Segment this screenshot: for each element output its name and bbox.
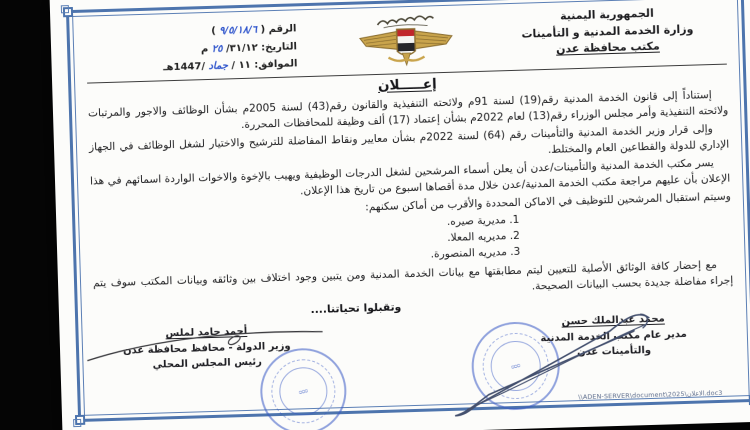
paragraph-locations-intro: وسيتم استقبال المرشحين للتوظيف في الاماكن المحددة والأقرب من أماكن سكنهم: bbox=[365, 190, 731, 214]
paragraph-documents: مع إحضار كافة الوثائق الأصلية للتعيين ليتم مطابقتها مع بيانات الخدمة المدنية ومن يتبين وجود اختلاف بين وثائقه وبيانات المكتب سوف يتم إجراء مفاضلة جديدة بحسب البيانات الصحيحة. bbox=[92, 258, 734, 293]
reference-block bbox=[85, 16, 323, 80]
announcement-title: إعـــــلان bbox=[377, 75, 437, 94]
ref-number-handwritten: ٩/٥/١٨/٦ bbox=[219, 24, 258, 37]
ref-hijri-label: الموافق: bbox=[254, 58, 298, 71]
announcement-body bbox=[88, 86, 731, 224]
signatory-title: وزير الدولة - محافظ محافظة عدن bbox=[122, 340, 291, 357]
list-item: 2. مديريه المعلا. bbox=[447, 229, 521, 245]
paragraph-minister-decision: وإلى قرار وزير الخدمة المدنية والتأمينات رقم (64) لسنة 2022م بشأن معايير ونقاط المفاضلة للترشيح والاختيار لشغل الوظائف في الجهاز الإداري للدولة والقطاعين العام والمختلط. bbox=[88, 122, 730, 156]
ref-number-close: ) bbox=[211, 25, 216, 37]
document-border-frame bbox=[72, 0, 750, 416]
frame-corner-ornament bbox=[63, 7, 73, 17]
ministry-header bbox=[488, 4, 726, 61]
ref-date-label: التاريخ: bbox=[261, 40, 298, 53]
signature-block-director bbox=[540, 311, 688, 362]
signature-block-governor bbox=[122, 323, 291, 374]
document-file-path: \\ADEN-SERVER\document\2025\الاعلان.doc3 bbox=[578, 389, 723, 402]
list-item: 1. مديرية صيره. bbox=[446, 213, 520, 229]
ref-date-value: ٣١/١٢/ bbox=[225, 42, 258, 54]
signatory-title: رئيس المجلس المحلي bbox=[152, 356, 263, 371]
emblem-container bbox=[322, 11, 490, 72]
ref-date-handwritten: ٢٥ bbox=[211, 43, 223, 55]
paragraph-announcement: يسر مكتب الخدمة المدنية والتأمينات/عدن أن يعلن أسماء المرشحين لشغل الدرجات الوظيفية ويهيب بالإخوة والاخوات الواردة اسمائهم في هذا الإعلان بأن عليهم مراجعة مكتب الخدمة المدنية/عدن خلال مدة أقصاها اسبوع من تاريخ هذا الإعلان. bbox=[89, 156, 731, 198]
signatory-name: أحمد حامد لملس bbox=[165, 325, 248, 340]
list-item: 3. مديريه المنصورة. bbox=[430, 245, 521, 261]
yemen-national-emblem-icon bbox=[353, 14, 459, 71]
office-name: مكتب محافظة عدن bbox=[555, 39, 660, 56]
frame-corner-ornament bbox=[75, 415, 85, 425]
signatory-title: مدير عام مكتب الخدمة المدنية bbox=[540, 328, 687, 344]
country-name: الجمهورية اليمنية bbox=[559, 6, 654, 23]
closing-salutation: وتقبلوا تحياتنا.... bbox=[310, 300, 402, 317]
ref-number-label: الرقم ( bbox=[260, 23, 297, 36]
ref-hijri-handwritten: جماد bbox=[208, 60, 229, 72]
signatory-name: محمد عبدالملك حسن bbox=[561, 313, 665, 328]
signatory-title: والتأمينات عدن bbox=[576, 344, 652, 359]
document-page bbox=[50, 0, 750, 430]
ref-hijri-value: ١١ / bbox=[231, 59, 251, 72]
official-round-stamp: ۝۝۝ bbox=[259, 347, 348, 430]
official-round-stamp: ۝۝۝ bbox=[470, 321, 561, 412]
ref-date-suffix: م bbox=[200, 43, 209, 55]
paragraph-legal-basis: إستناداً إلى قانون الخدمة المدنية رقم(19) لسنة 91م ولائحته التنفيذية والقانون رقم(43) لسنة 2005م بشأن الوظائف والاجور والمرتبات ولائحته التنفيذية وأمر مجلس الوزراء رقم(13) لعام 2022م بشأن إعتماد (17) ألف وظيفة للمحافظات المحررة. bbox=[87, 88, 729, 131]
ref-hijri-suffix: /1447هـ bbox=[163, 61, 206, 74]
ministry-name: وزارة الخدمة المدنية و التأمينات bbox=[521, 22, 694, 41]
